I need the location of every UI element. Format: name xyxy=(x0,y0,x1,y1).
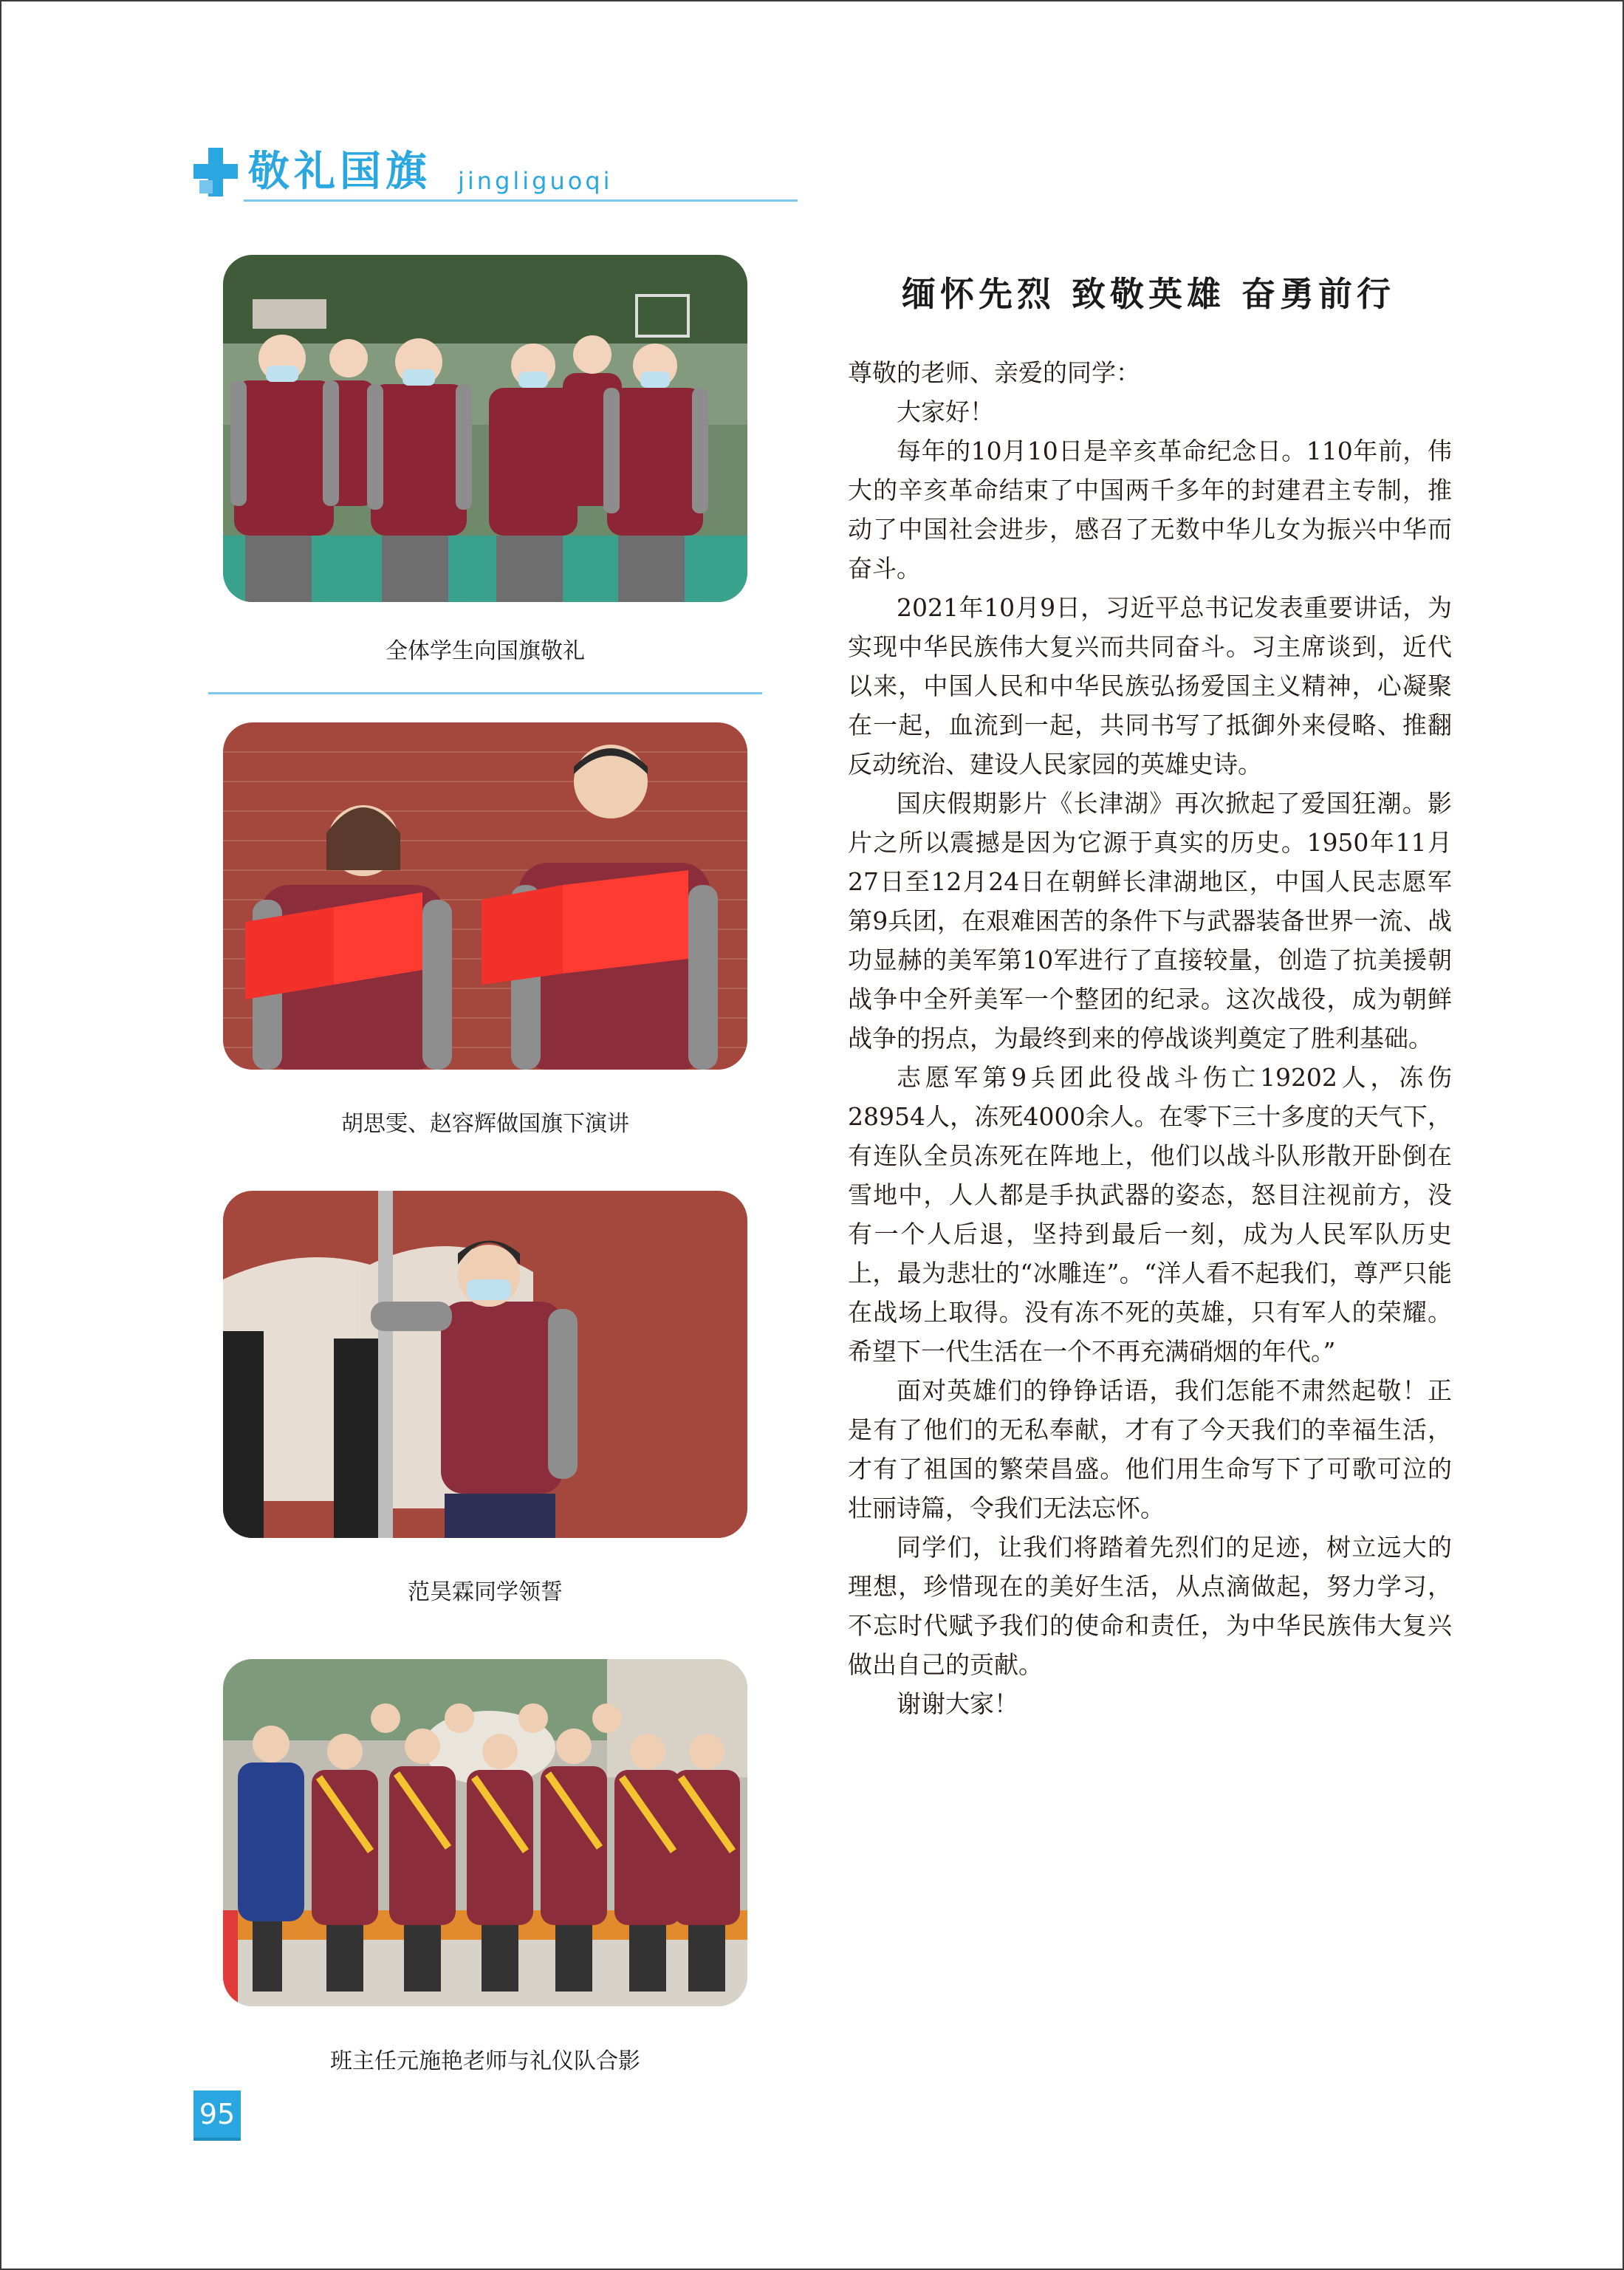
article-title: 缅怀先烈 致敬英雄 奋勇前行 xyxy=(901,274,1396,314)
article-body xyxy=(848,353,1452,1723)
students-saluting-photo xyxy=(223,255,747,602)
section-title: 敬礼国旗 xyxy=(248,148,431,196)
cross-logo-icon xyxy=(193,145,238,199)
student-oath-photo xyxy=(223,1191,747,1538)
photo-caption: 班主任元施艳老师与礼仪队合影 xyxy=(330,2048,640,2074)
section-pinyin: jingliguoqi xyxy=(458,167,613,195)
salutation: 尊敬的老师、亲爱的同学： xyxy=(848,358,1140,387)
header-underline xyxy=(244,199,798,202)
photo-caption: 胡思雯、赵容辉做国旗下演讲 xyxy=(341,1111,629,1137)
page-number: 95 xyxy=(193,2090,241,2141)
paragraph: 每年的10月10日是辛亥革命纪念日。110年前，伟大的辛亥革命结束了中国两千多年的封建君主专制，推动了中国社会进步，感召了无数中华儿女为振兴中华而奋斗。 xyxy=(848,437,1452,583)
paragraph: 同学们，让我们将踏着先烈们的足迹，树立远大的理想，珍惜现在的美好生活，从点滴做起，努力学习，不忘时代赋予我们的使命和责任，为中华民族伟大复兴做出自己的贡献。 xyxy=(848,1533,1452,1679)
paragraph: 面对英雄们的铮铮话语，我们怎能不肃然起敬！正是有了他们的无私奉献，才有了今天我们的幸福生活，才有了祖国的繁荣昌盛。他们用生命写下了可歌可泣的壮丽诗篇，令我们无法忘怀。 xyxy=(848,1376,1452,1522)
students-speech-photo xyxy=(223,722,747,1070)
paragraph: 志愿军第9兵团此役战斗伤亡19202人，冻伤28954人，冻死4000余人。在零下三十多度的天气下，有连队全员冻死在阵地上，他们以战斗队形散开卧倒在雪地中，人人都是手执武器的姿态，怒目注视前方，没有一个人后退，坚持到最后一刻，成为人民军队历史上，最为悲壮的“冰雕连”。“洋人看不起我们，尊严只能在战场上取得。没有冻不死的英雄，只有军人的荣耀。希望下一代生活在一个不再充满硝烟的年代。” xyxy=(848,1063,1452,1366)
paragraph: 谢谢大家！ xyxy=(897,1689,1018,1718)
photo-caption: 范昊霖同学领誓 xyxy=(408,1579,563,1605)
paragraph: 国庆假期影片《长津湖》再次掀起了爱国狂潮。影片之所以震撼是因为它源于真实的历史。1950年11月27日至12月24日在朝鲜长津湖地区，中国人民志愿军第9兵团，在艰难困苦的条件下与武器装备世界一流、战功显赫的美军第10军进行了直接较量，创造了抗美援朝战争中全歼美军一个整团的纪录。这次战役，成为朝鲜战争的拐点，为最终到来的停战谈判奠定了胜利基础。 xyxy=(848,789,1452,1053)
divider xyxy=(208,692,762,694)
paragraph: 2021年10月9日，习近平总书记发表重要讲话，为实现中华民族伟大复兴而共同奋斗。习主席谈到，近代以来，中国人民和中华民族弘扬爱国主义精神，心凝聚在一起，血流到一起，共同书写了抵御外来侵略、推翻反动统治、建设人民家园的英雄史诗。 xyxy=(848,593,1452,779)
group-photo xyxy=(223,1659,747,2006)
photo-caption: 全体学生向国旗敬礼 xyxy=(386,638,585,664)
section-header xyxy=(193,145,799,204)
paragraph: 大家好！ xyxy=(897,397,994,426)
